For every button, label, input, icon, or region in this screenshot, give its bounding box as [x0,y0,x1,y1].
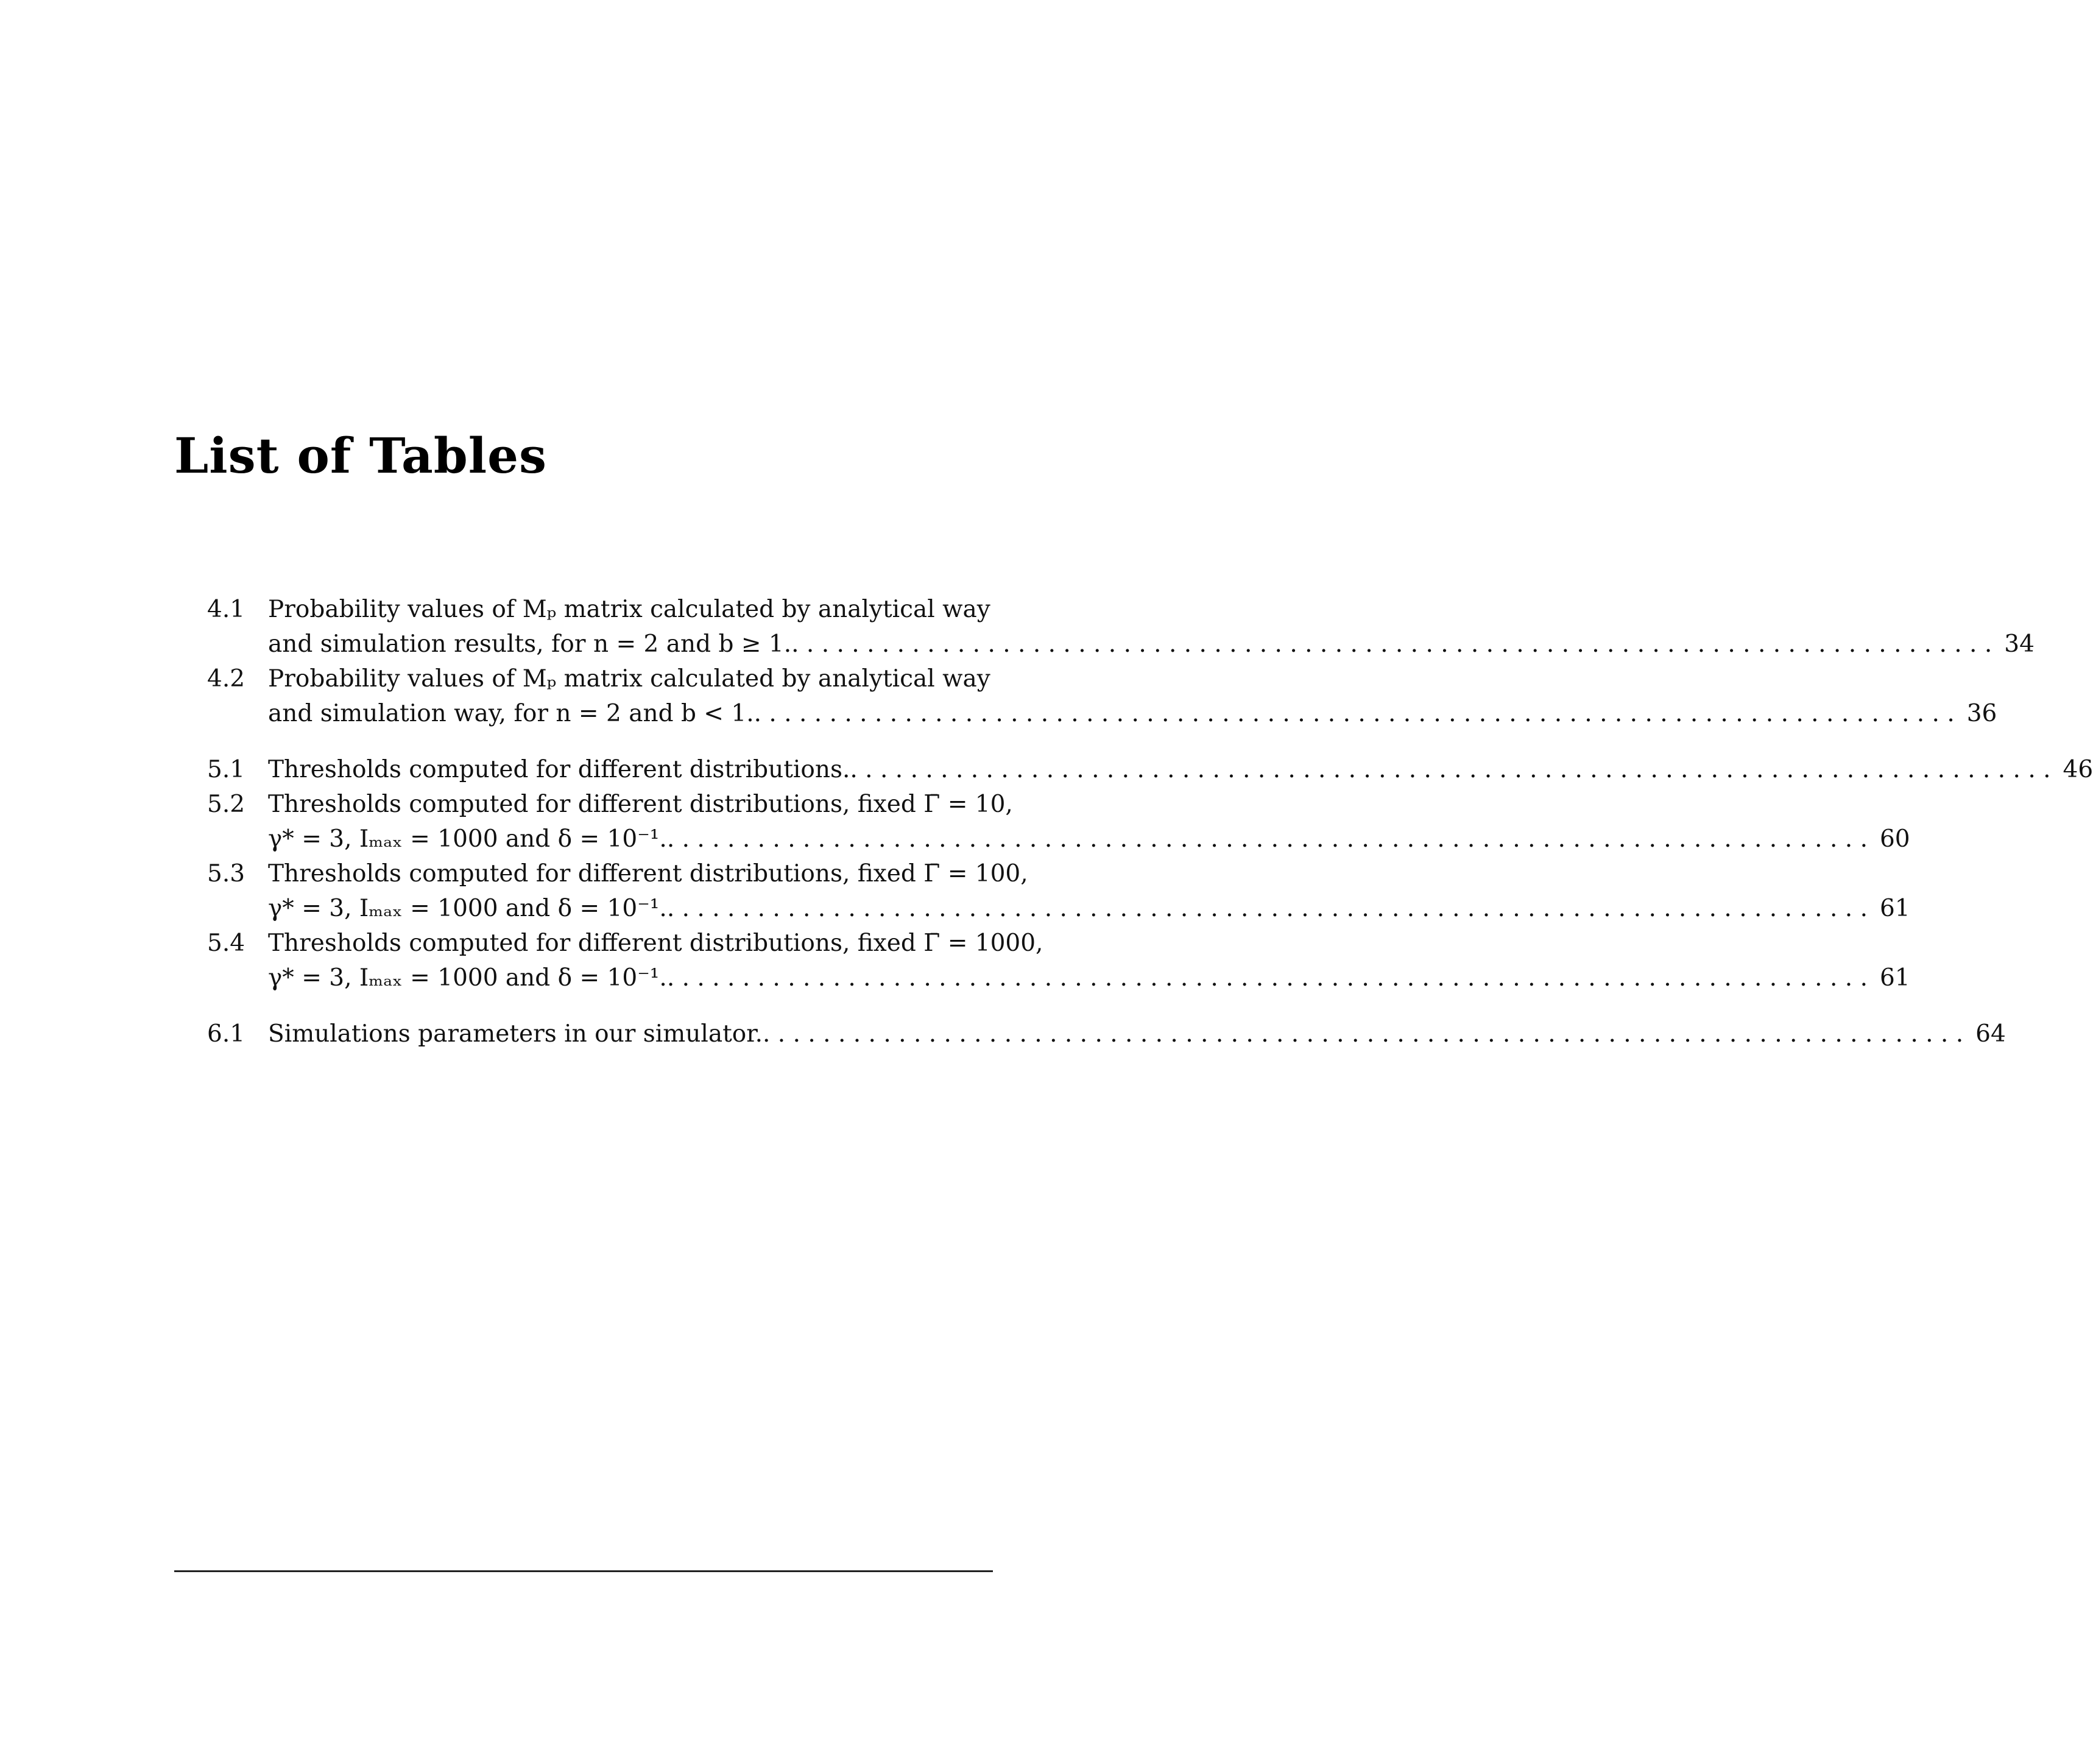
leader-dots: . . . . . . . . . . . . . . . . . . . . . . . . . . . . . . . . . . . . . . . . . . . . . . . . . . . . . . . . . . . . . . . . . . . . . . . . . . . . . . . . [666,895,1868,922]
caption-text: Thresholds computed for different distributions, fixed Γ̄ = 10, [268,791,1013,818]
caption-line [268,787,1013,822]
page-number: 60 [1879,825,1910,853]
leader-dots: . . . . . . . . . . . . . . . . . . . . . . . . . . . . . . . . . . . . . . . . . . . . . . . . . . . . . . . . . . . . . . . . . . . . . . . . . . . . . . . . [763,1020,1964,1048]
caption-text: γ* = 3, Iₘₐₓ = 1000 and δ = 10⁻¹. [268,964,667,992]
caption-text: Probability values of Mₚ matrix calculated by analytical way [268,596,990,623]
caption-line [268,662,993,696]
caption-text: and simulation way, for n = 2 and b < 1. [268,700,754,727]
page-title: List of Tables [174,427,548,484]
table-number: 4.2 [207,665,245,693]
table-entry[interactable] [207,592,2035,662]
table-entry[interactable] [207,1017,2006,1051]
caption-text: Probability values of Mₚ matrix calculated by analytical way [268,665,990,693]
leader-dots: . . . . . . . . . . . . . . . . . . . . . . . . . . . . . . . . . . . . . . . . . . . . . . . . . . . . . . . . . . . . . . . . . . . . . . . . . . . . . . . . [754,700,1955,727]
leader-dots: . . . . . . . . . . . . . . . . . . . . . . . . . . . . . . . . . . . . . . . . . . . . . . . . . . . . . . . . . . . . . . . . . . . . . . . . . . . . . . . . [850,756,2051,783]
leader-dots: . . . . . . . . . . . . . . . . . . . . . . . . . . . . . . . . . . . . . . . . . . . . . . . . . . . . . . . . . . . . . . . . . . . . . . . . . . . . . . . . [791,630,1992,658]
caption-line [268,752,2093,787]
caption-line [268,961,1910,995]
caption-line [268,891,1910,926]
caption-text: Thresholds computed for different distributions, fixed Γ̄ = 100, [268,860,1028,887]
table-entry[interactable] [207,787,1910,856]
caption-line [268,856,1028,891]
caption-line [268,592,993,627]
caption-line [268,1017,2006,1051]
page-number: 61 [1879,964,1910,992]
leader-dots: . . . . . . . . . . . . . . . . . . . . . . . . . . . . . . . . . . . . . . . . . . . . . . . . . . . . . . . . . . . . . . . . . . . . . . . . . . . . . . . . [666,825,1868,853]
caption-text: γ* = 3, Iₘₐₓ = 1000 and δ = 10⁻¹. [268,895,667,922]
table-entry[interactable] [207,662,1997,731]
caption-line [268,696,1997,731]
page-number: 36 [1966,700,1997,727]
caption-line [268,627,2035,662]
caption-text: and simulation results, for n = 2 and b ≥ 1. [268,630,792,658]
page-number: 46 [2063,756,2093,783]
group-gap [207,731,993,752]
caption-line [268,822,1910,856]
caption-text: Simulations parameters in our simulator. [268,1020,763,1048]
caption-line [268,926,1043,961]
table-entry[interactable] [207,752,2093,787]
caption-text: Thresholds computed for different distributions, fixed Γ̄ = 1000, [268,930,1043,957]
table-number: 5.2 [207,791,245,818]
group-gap [207,995,993,1017]
page-number: 61 [1879,895,1910,922]
table-number: 5.3 [207,860,245,887]
caption-text: γ* = 3, Iₘₐₓ = 1000 and δ = 10⁻¹. [268,825,667,853]
caption-text: Thresholds computed for different distributions. [268,756,850,783]
table-entry[interactable] [207,926,1910,995]
table-number: 5.1 [207,756,245,783]
page-number: 64 [1975,1020,2006,1048]
leader-dots: . . . . . . . . . . . . . . . . . . . . . . . . . . . . . . . . . . . . . . . . . . . . . . . . . . . . . . . . . . . . . . . . . . . . . . . . . . . . . . . . [666,964,1868,992]
table-entry[interactable] [207,856,1910,926]
footer-divider [174,1570,993,1572]
page-number: 34 [2004,630,2035,658]
table-number: 5.4 [207,930,245,957]
table-number: 6.1 [207,1020,245,1048]
list-of-tables [207,592,2093,1051]
table-number: 4.1 [207,596,245,623]
